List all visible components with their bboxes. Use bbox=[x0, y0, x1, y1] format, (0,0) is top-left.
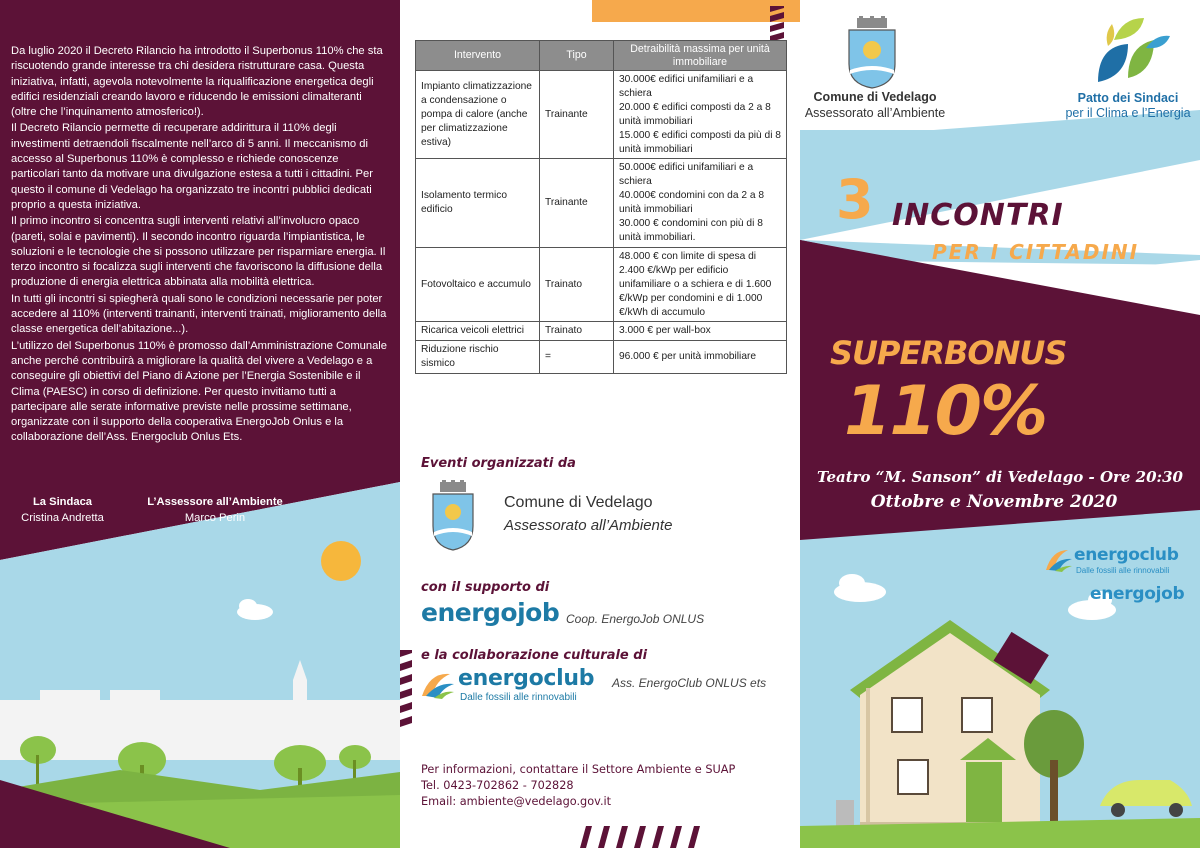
bin-icon bbox=[836, 800, 854, 826]
cell-intervento: Fotovoltaico e accumulo bbox=[416, 247, 540, 322]
patto-name: Patto dei Sindaci bbox=[1077, 91, 1179, 105]
table-header-row bbox=[416, 41, 787, 71]
right-panel bbox=[800, 0, 1200, 848]
comune-crest-icon bbox=[430, 480, 476, 552]
table-row bbox=[416, 71, 787, 159]
cell-tipo: Trainato bbox=[540, 322, 614, 341]
detraibilita-line: 3.000 € per wall-box bbox=[619, 325, 711, 337]
meetings-count: 3 bbox=[836, 168, 874, 231]
comune-department: Assessorato all’Ambiente bbox=[504, 517, 673, 534]
contact-email: Email: ambiente@vedelago.gov.it bbox=[421, 795, 612, 808]
comune-name: Comune di Vedelago bbox=[813, 90, 937, 104]
paragraph: In tutti gli incontri si spiegherà quali sono le condizioni necessarie per poter accedere al 110% (interventi trainanti, interventi trainati, miglioramento della classe energetica dell’abitazione...). bbox=[11, 292, 387, 336]
middle-panel bbox=[400, 0, 800, 848]
superbonus-table bbox=[415, 40, 787, 374]
cell-intervento: Impianto climatizzazione a condensazione o pompa di calore (anche per climatizzazione estiva) bbox=[416, 71, 540, 159]
event-venue: Teatro “M. Sanson” di Vedelago - Ore 20:30 bbox=[817, 468, 1183, 486]
detraibilita-line: 96.000 € per unità immobiliare bbox=[619, 351, 757, 363]
signature-role: L’Assessore all’Ambiente bbox=[147, 496, 283, 508]
energoclub-tagline: Dalle fossili alle rinnovabili bbox=[1076, 566, 1170, 575]
detraibilita-line: 20.000 € edifici composti da 2 a 8 unità immobiliari bbox=[619, 101, 771, 127]
paragraph: L’utilizzo del Superbonus 110% è promosso dall’Amministrazione Comunale anche perché contribuirà a migliorare la qualità del vivere a Vedelago e a conseguire gli obiettivi del Piano di Azione per l’Energia Sostenibile e il Clima (PAESC) in corso di definizione. Per questo invitiamo tutti a partecipare alle serate informative previste nelle prossime settimane, organizzate con il supporto della cooperativa EnergoJob Onlus e la collaborazione dell’Ass. Energoclub Onlus Ets. bbox=[11, 339, 388, 444]
detraibilita-line: 30.000 € condomini con più di 8 unità immobiliari. bbox=[619, 218, 763, 243]
energoclub-logo: energoclub bbox=[458, 666, 595, 691]
energoclub-swirl-icon bbox=[1044, 546, 1074, 572]
cell-tipo: Trainante bbox=[540, 159, 614, 247]
signature-assessor bbox=[140, 494, 290, 526]
detraibilita-line: 30.000€ edifici unifamiliari e a schiera bbox=[619, 74, 754, 99]
table-row bbox=[416, 159, 787, 247]
energoclub-subtitle: Ass. EnergoClub ONLUS ets bbox=[612, 676, 767, 690]
detraibilita-line: 50.000€ edifici unifamiliari e a schiera bbox=[619, 162, 754, 188]
comune-department: Assessorato all’Ambiente bbox=[804, 106, 946, 120]
cell-detraibilita bbox=[614, 247, 787, 322]
signature-role: La Sindaca bbox=[32, 496, 93, 508]
detraibilita-line: 40.000€ condomini con da 2 a 8 unità immobiliari bbox=[619, 190, 764, 216]
for-citizens-subtitle: PER I CITTADINI bbox=[932, 240, 1140, 264]
superbonus-title: SUPERBONUS bbox=[830, 334, 1067, 372]
cell-detraibilita bbox=[614, 322, 787, 341]
stripes-decoration bbox=[580, 826, 720, 848]
patto-sindaci-logo-icon bbox=[1094, 16, 1170, 86]
cell-tipo: = bbox=[540, 341, 614, 374]
signature-name: Marco Perin bbox=[184, 512, 246, 524]
cell-intervento: Isolamento termico edificio bbox=[416, 159, 540, 247]
table-row bbox=[416, 247, 787, 322]
energojob-logo: energojob bbox=[421, 598, 560, 627]
cell-detraibilita bbox=[614, 341, 787, 374]
cell-intervento: Riduzione rischio sismico bbox=[416, 341, 540, 374]
superbonus-percentage: 110% bbox=[844, 372, 1047, 451]
detraibilita-line: 15.000 € edifici composti da più di 8 unità immobiliari bbox=[619, 129, 781, 155]
comune-crest-icon bbox=[846, 16, 898, 90]
stripes-decoration bbox=[400, 650, 416, 750]
column-header: Tipo bbox=[540, 41, 614, 71]
detraibilita-line: 48.000 € con limite di spesa di 2.400 €/kWp per edificio unifamiliare o a schiera e di 1.600 €/kWp per condomini e di 1.000 €/kWh di accumulo bbox=[619, 250, 772, 318]
incontri-title: INCONTRI bbox=[892, 198, 1064, 233]
signature-mayor bbox=[0, 494, 125, 526]
signature-name: Cristina Andretta bbox=[21, 512, 104, 524]
contact-info bbox=[421, 762, 735, 810]
left-panel bbox=[0, 0, 400, 848]
paragraph: Il Decreto Rilancio permette di recuperare addirittura il 110% degli investimenti detraendoli fiscalmente nell’arco di 5 anni. Il meccanismo di accesso al Superbonus 110% è complesso e richiede conoscenze particolari tanto da motivare una divulgazione estesa a tutti i cittadini. Per questo il comune di Vedelago ha organizzato tre incontri pubblici dedicati proprio a questa iniziativa. bbox=[11, 122, 373, 211]
patto-subtitle: per il Clima e l’Energia bbox=[1065, 106, 1191, 120]
contact-line: Per informazioni, contattare il Settore Ambiente e SUAP bbox=[421, 763, 736, 776]
table-row bbox=[416, 322, 787, 341]
cell-detraibilita bbox=[614, 71, 787, 159]
paragraph: Da luglio 2020 il Decreto Rilancio ha introdotto il Superbonus 110% che sta riscuotendo grande interesse tra chi desidera ristrutturare casa. Questa iniziativa, infatti, agevola notevolmente la riqualificazione energetica degli edifici residenziali creando lavoro e riducendo le emissioni climalteranti (oltre che l’inquinamento atmosferico!). bbox=[11, 45, 383, 119]
energoclub-logo: energoclub bbox=[1074, 545, 1179, 565]
energojob-subtitle: Coop. EnergoJob ONLUS bbox=[566, 612, 705, 626]
energoclub-swirl-icon bbox=[420, 668, 456, 700]
cell-tipo: Trainato bbox=[540, 247, 614, 322]
energojob-logo: energojob bbox=[1090, 584, 1185, 604]
support-heading: con il supporto di bbox=[421, 580, 550, 595]
intro-text bbox=[11, 44, 389, 447]
contact-phone: Tel. 0423-702862 - 702828 bbox=[421, 779, 574, 792]
cell-detraibilita bbox=[614, 159, 787, 247]
sun-icon bbox=[321, 541, 361, 581]
collaboration-heading: e la collaborazione culturale di bbox=[421, 648, 648, 663]
energoclub-tagline: Dalle fossili alle rinnovabili bbox=[460, 692, 577, 703]
organized-by-heading: Eventi organizzati da bbox=[421, 456, 576, 471]
column-header: Detraibilità massima per unità immobiliare bbox=[614, 41, 787, 71]
cell-tipo: Trainante bbox=[540, 71, 614, 159]
comune-name: Comune di Vedelago bbox=[504, 494, 653, 511]
column-header: Intervento bbox=[416, 41, 540, 71]
table-row bbox=[416, 341, 787, 374]
event-dates: Ottobre e Novembre 2020 bbox=[870, 492, 1118, 512]
paragraph: Il primo incontro si concentra sugli interventi relativi all’involucro opaco (pareti, solai e pavimenti). Il secondo incontro riguarda l’impiantistica, le soluzioni e le tecnologie che si possono utilizzare per risparmiare energia. Il terzo incontro si focalizza sugli interventi che favoriscono la diffusione della produzione di energia elettrica abbinata alla mobilità elettrica. bbox=[11, 215, 386, 289]
cell-intervento: Ricarica veicoli elettrici bbox=[416, 322, 540, 341]
orange-bar bbox=[592, 0, 800, 22]
